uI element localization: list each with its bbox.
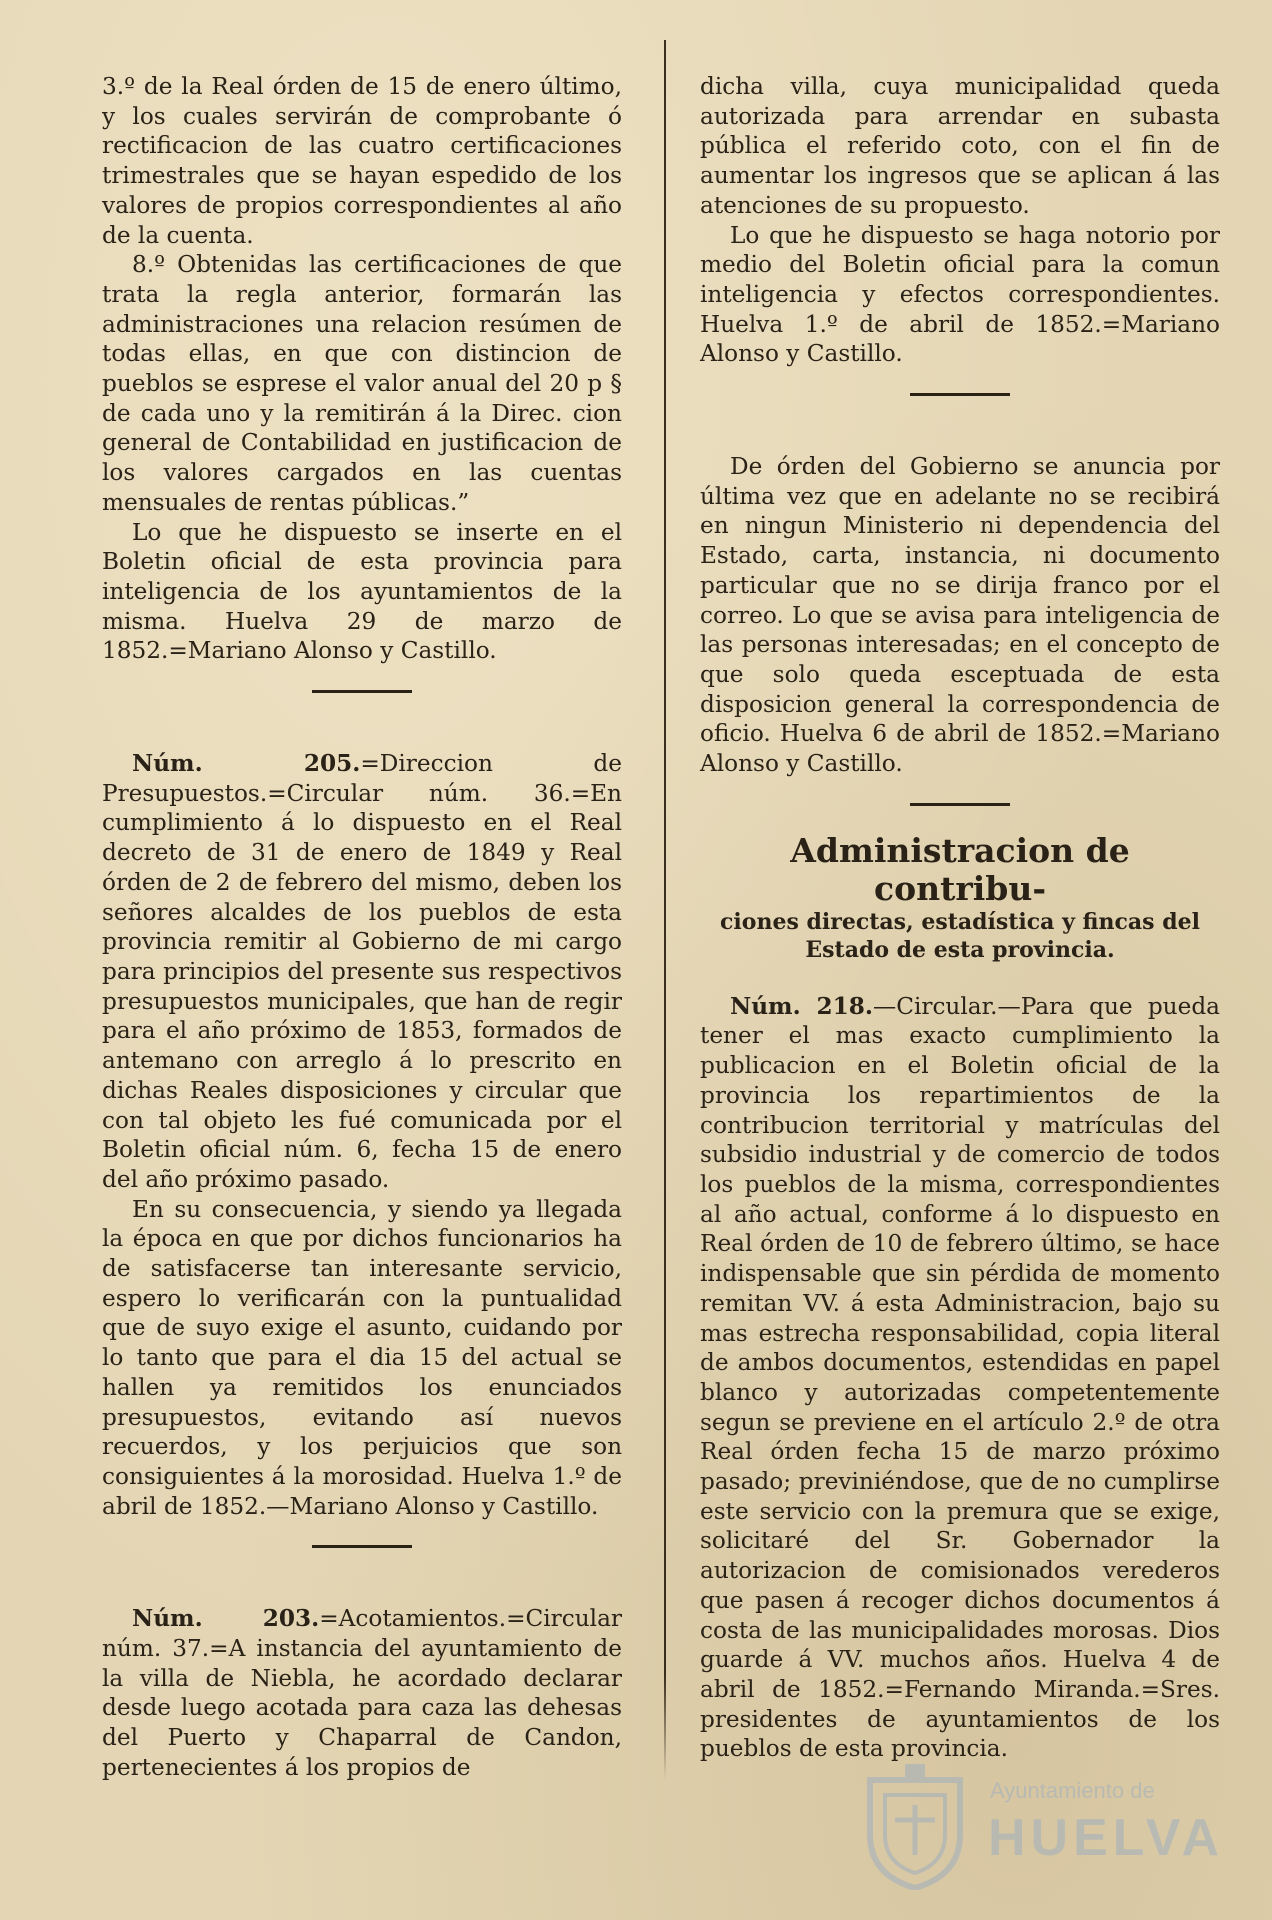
section-title: Administracion de contribu- [790,830,1130,908]
item-218-label: Núm. 218. [730,992,874,1020]
item-203 [102,1604,622,1782]
section-subtitle: ciones directas, estadística y fincas del Estado de esta provincia. [720,908,1200,963]
right-cont-para: dicha villa, cuya municipalidad queda autorizada para arrendar en subasta pública el referido coto, con el fin de aumentar los ingresos que se aplican á las atenciones de su propuesto. [700,73,1220,219]
left-para-2: 8.º Obtenidas las certificaciones de que trata la regla anterior, formarán las administraciones una relacion resúmen de todas ellas, en que con distincion de pueblos se esprese el valor anual del 20 p § de cada uno y la remitirán á la Direc. cion general de Contabilidad en justificacion de los valores cargados en las cuentas mensuales de rentas públicas.” [102,251,622,516]
watermark [860,1760,1240,1890]
watermark-line-2: HUELVA [988,1809,1225,1867]
separator-rule [910,393,1010,396]
coat-of-arms-icon [860,1760,970,1890]
mail-notice: De órden del Gobierno se anuncia por última vez que en adelante no se recibirá en ningun Ministerio ni dependencia del Estado, carta, instancia, ni documento particular que no se dirija franco por el correo. Lo que se avisa para inteligencia de las personas interesadas; en el concepto de que solo queda esceptuada de esta disposicion general la correspondencia de oficio. Huelva 6 de abril de 1852.=Mariano Alonso y Castillo. [700,453,1220,778]
separator-rule [312,1545,412,1548]
item-218-body: —Circular.—Para que pueda tener el mas exacto cumplimiento la publicacion en el Boletin oficial de la provincia los repartimientos de la contribucion territorial y matrículas del subsidio industrial y de comercio de todos los pueblos de la misma, correspondientes al año actual, conforme á lo dispuesto en Real órden de 10 de febrero último, se hace indispensable que sin pérdida de momento remitan VV. á esta Administracion, bajo su mas estrecha responsabilidad, copia literal de ambos documentos, estendidas en papel blanco y autorizadas competentemente segun se previene en el artículo 2.º de otra Real órden fecha 15 de marzo próximo pasado; previniéndose, que de no cumplirse este servicio con la premura que se exige, solicitaré del Sr. Gobernador la autorizacion de comisionados verederos que pasen á recoger dichos documentos á costa de las municipalidades morosas. Dios guarde á VV. muchos años. Huelva 4 de abril de 1852.=Fernando Miranda.=Sres. presidentes de ayuntamientos de los pueblos de esta provincia. [700,992,1220,1763]
left-para-1: 3.º de la Real órden de 15 de enero último, y los cuales servirán de comprobante ó rectificacion de las cuatro certificaciones trimestrales que se hayan espedido de los valores de propios correspondientes al año de la cuenta. [102,73,622,249]
item-205-body: =Direccion de Presupuestos.=Circular núm. 36.=En cumplimiento á lo dispuesto en el Real decreto de 31 de enero de 1849 y Real órden de 2 de febrero del mismo, deben los señores alcaldes de los pueblos de esta provincia remitir al Gobierno de mi cargo para principios del presente sus respectivos presupuestos municipales, que han de regir para el año próximo de 1853, formados de antemano con arreglo á lo prescrito en dichas Reales disposiciones y circular que con tal objeto les fué comunicada por el Boletin oficial núm. 6, fecha 15 de enero del año próximo pasado. [102,750,622,1193]
item-205-para-2: En su consecuencia, y siendo ya llegada la época en que por dichos funcionarios ha de satisfacerse tan interesante servicio, espero lo verificarán con la puntualidad que de suyo exige el asunto, cuidando por lo tanto que para el dia 15 del actual se hallen ya remitidos los enunciados presupuestos, evitando así nuevos recuerdos, y los perjuicios que son consiguientes á la morosidad. Huelva 1.º de abril de 1852.—Mariano Alonso y Castillo. [102,1195,622,1520]
column-divider [664,40,666,1780]
right-cont-para-2: Lo que he dispuesto se haga notorio por medio del Boletin oficial para la comun inteligencia y efectos correspondientes. Huelva 1.º de abril de 1852.=Mariano Alonso y Castillo. [700,221,1220,368]
separator-rule [312,690,412,693]
item-203-label: Núm. 203. [132,1605,320,1633]
watermark-line-1: Ayuntamiento de [990,1778,1155,1803]
separator-rule [910,803,1010,806]
left-column [102,72,622,1783]
item-205-label: Núm. 205. [132,750,361,778]
item-203-body: =Acotamientos.=Circular núm. 37.=A instancia del ayuntamiento de la villa de Niebla, he acordado declarar desde luego acotada para caza las dehesas del Puerto y Chaparral de Candon, pertenecientes á los propios de [102,1605,622,1781]
right-column [700,72,1220,1764]
item-218 [700,992,1220,1764]
left-para-3: Lo que he dispuesto se inserte en el Boletin oficial de esta provincia para inteligencia de los ayuntamientos de la misma. Huelva 29 de marzo de 1852.=Mariano Alonso y Castillo. [102,518,622,665]
item-205 [102,749,622,1195]
